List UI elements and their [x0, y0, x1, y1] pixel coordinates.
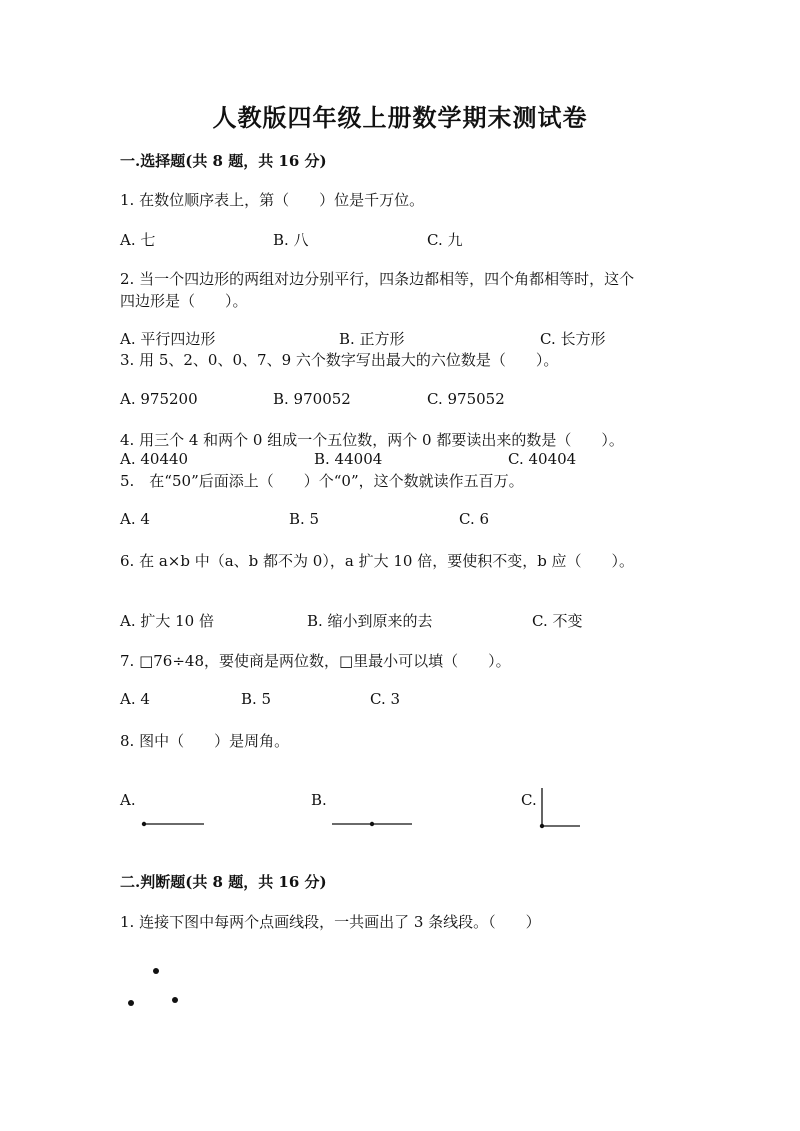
q8-option-a: A. [120, 791, 136, 809]
angle-figure-b [332, 822, 412, 826]
q3-option-b: B. 970052 [273, 390, 351, 408]
question-2-line1: 2. 当一个四边形的两组对边分别平行，四条边都相等，四个角都相等时，这个 [120, 270, 635, 288]
q1-option-a: A. 七 [120, 231, 156, 249]
q3-option-c: C. 975052 [427, 390, 505, 408]
question-3: 3. 用 5、2、0、0、7、9 六个数字写出最大的六位数是（ ）。 [120, 351, 559, 369]
q2-option-a: A. 平行四边形 [120, 330, 216, 348]
question-1: 1. 在数位顺序表上，第（ ）位是千万位。 [120, 191, 425, 209]
q7-option-a: A. 4 [120, 690, 150, 708]
angle-figure-c [540, 788, 580, 828]
q6-option-a: A. 扩大 10 倍 [120, 612, 214, 630]
angle-figure-a [142, 822, 204, 826]
q1-option-c: C. 九 [427, 231, 463, 249]
q8-option-b: B. [311, 791, 327, 809]
q7-option-c: C. 3 [370, 690, 401, 708]
q5-option-a: A. 4 [120, 510, 150, 528]
page-title: 人教版四年级上册数学期末测试卷 [212, 103, 588, 132]
q3-option-a: A. 975200 [120, 390, 198, 408]
q5-option-c: C. 6 [459, 510, 490, 528]
question-7: 7. □76÷48，要使商是两位数，□里最小可以填（ ）。 [120, 652, 511, 670]
question-8: 8. 图中（ ）是周角。 [120, 732, 290, 750]
q4-option-c: C. 40404 [508, 450, 577, 468]
question-5: 5. 在“50”后面添上（ ）个“0”，这个数就读作五百万。 [120, 472, 524, 490]
q4-option-a: A. 40440 [120, 450, 189, 468]
section-heading-judgement: 二.判断题(共 8 题，共 16 分) [120, 873, 327, 891]
three-points-figure [128, 968, 178, 1006]
q5-option-b: B. 5 [289, 510, 320, 528]
q8-option-c: C. [521, 791, 537, 809]
q7-option-b: B. 5 [241, 690, 272, 708]
question-6: 6. 在 a×b 中（a、b 都不为 0），a 扩大 10 倍，要使积不变，b 应（ ）。 [120, 552, 635, 570]
q2-option-c: C. 长方形 [540, 330, 606, 348]
section-heading-choice: 一.选择题(共 8 题，共 16 分) [120, 152, 327, 170]
judgement-question-1: 1. 连接下图中每两个点画线段，一共画出了 3 条线段。（ ） [120, 913, 541, 931]
q2-option-b: B. 正方形 [339, 330, 405, 348]
q6-option-c: C. 不变 [532, 612, 583, 630]
question-4: 4. 用三个 4 和两个 0 组成一个五位数，两个 0 都要读出来的数是（ ）。 [120, 431, 624, 449]
question-2-line2: 四边形是（ ）。 [120, 292, 248, 310]
q4-option-b: B. 44004 [314, 450, 383, 468]
q1-option-b: B. 八 [273, 231, 309, 249]
q6-option-b: B. 缩小到原来的去 [307, 612, 433, 630]
